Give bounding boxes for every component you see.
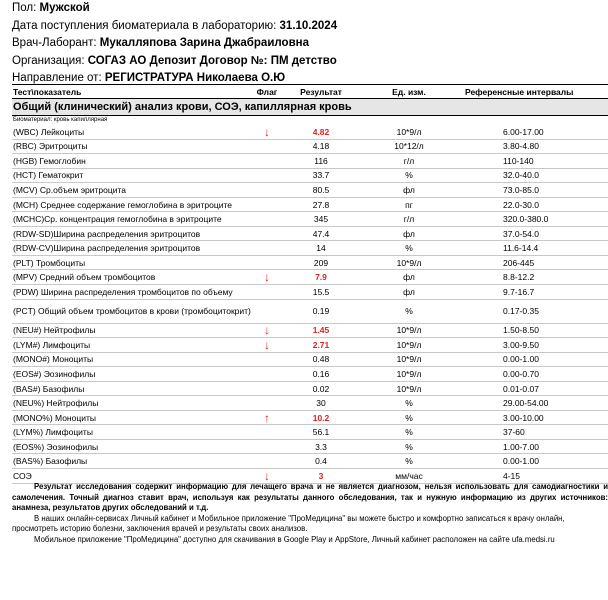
unit-value: 10*12/л bbox=[394, 141, 424, 152]
test-name: (EOS#) Эозинофилы bbox=[13, 368, 96, 379]
result-value: 4.18 bbox=[312, 141, 330, 152]
column-header-unit: Ед. изм. bbox=[392, 86, 426, 97]
table-row bbox=[12, 183, 608, 198]
result-value: 345 bbox=[313, 214, 329, 225]
test-name: (RDW-CV)Ширина распределения эритроцитов bbox=[13, 243, 201, 254]
column-header-flag: Флаг bbox=[256, 86, 278, 97]
doctor-line bbox=[12, 35, 337, 53]
sex-line bbox=[12, 0, 337, 18]
test-name: (MCV) Ср.объем эритроцита bbox=[13, 184, 126, 195]
table-header bbox=[12, 84, 608, 99]
test-name: (MCHC)Ср. концентрация гемоглобина в эритроците bbox=[13, 214, 222, 225]
table-row bbox=[12, 324, 608, 339]
unit-value: фл bbox=[403, 272, 415, 283]
table-row bbox=[12, 241, 608, 256]
table-row bbox=[12, 140, 608, 155]
table-row bbox=[12, 454, 608, 469]
reference-range: 37.0-54.0 bbox=[503, 228, 539, 239]
unit-value: 10*9/л bbox=[396, 126, 422, 137]
test-name: СОЭ bbox=[13, 470, 32, 481]
reference-range: 1.00-7.00 bbox=[503, 441, 539, 452]
result-value: 0.48 bbox=[312, 354, 330, 365]
unit-value: г/л bbox=[403, 155, 415, 166]
table-row bbox=[12, 285, 608, 300]
mobile-app-text: Мобильное приложение "ПроМедицина" доступно для скачивания в Google Play и AppStore, Личный кабинет расположен на сайте ufa.medsi.ru bbox=[34, 534, 555, 544]
test-name: (LYM%) Лимфоциты bbox=[13, 427, 93, 438]
unit-value: 10*9/л bbox=[396, 383, 422, 394]
reference-range: 37-60 bbox=[503, 427, 525, 438]
reference-range: 32.0-40.0 bbox=[503, 170, 539, 181]
reference-range: 110-140 bbox=[503, 155, 534, 166]
column-header-result: Результат bbox=[300, 86, 342, 97]
result-value: 30 bbox=[316, 398, 326, 409]
result-value: 56.1 bbox=[312, 427, 330, 438]
result-value: 7.9 bbox=[315, 272, 327, 283]
reference-range: 9.7-16.7 bbox=[503, 286, 535, 297]
unit-value: % bbox=[405, 456, 413, 467]
result-value: 33.7 bbox=[312, 170, 330, 181]
date-label: Дата поступления биоматериала в лабораторию: bbox=[12, 19, 277, 32]
reference-range: 0.00-1.00 bbox=[503, 456, 539, 467]
arrow-down-icon: ↓ bbox=[264, 337, 270, 352]
arrow-down-icon: ↓ bbox=[264, 270, 270, 285]
reference-range: 206-445 bbox=[503, 257, 535, 268]
unit-value: 10*9/л bbox=[396, 354, 422, 365]
test-name: (BAS#) Базофилы bbox=[13, 383, 85, 394]
unit-value: % bbox=[405, 306, 413, 317]
unit-value: 10*9/л bbox=[396, 339, 422, 350]
reference-range: 320.0-380.0 bbox=[503, 214, 549, 225]
test-name: (RDW-SD)Ширина распределения эритроцитов bbox=[13, 228, 201, 239]
result-value: 0.19 bbox=[312, 306, 330, 317]
table-row bbox=[12, 382, 608, 397]
organization-value: СОГАЗ АО Депозит Договор №: ПМ детство bbox=[87, 54, 337, 67]
result-value: 14 bbox=[316, 243, 326, 254]
result-value: 3 bbox=[318, 470, 324, 481]
report-footer bbox=[12, 482, 608, 546]
reference-range: 11.6-14.4 bbox=[503, 243, 539, 254]
results-table bbox=[12, 84, 608, 484]
reference-range: 1.50-8.50 bbox=[503, 325, 539, 336]
referral-label: Направление от: bbox=[12, 72, 102, 85]
reference-range: 0.17-0.35 bbox=[503, 306, 539, 317]
unit-value: % bbox=[405, 441, 413, 452]
unit-value: фл bbox=[403, 286, 415, 297]
reference-range: 73.0-85.0 bbox=[503, 184, 539, 195]
reference-range: 8.8-12.2 bbox=[503, 272, 535, 283]
table-row bbox=[12, 125, 608, 140]
table-row bbox=[12, 198, 608, 213]
column-header-reference: Референсные интервалы bbox=[465, 86, 574, 97]
doctor-value: Мукалляпова Зарина Джабраиловна bbox=[99, 37, 309, 50]
test-name: (MONO%) Моноциты bbox=[13, 412, 96, 423]
test-name: (HGB) Гемоглобин bbox=[13, 155, 86, 166]
result-value: 2.71 bbox=[312, 339, 330, 350]
unit-value: 10*9/л bbox=[396, 368, 422, 379]
result-value: 15.5 bbox=[312, 286, 330, 297]
test-name: (RBC) Эритроциты bbox=[13, 141, 88, 152]
table-row bbox=[12, 154, 608, 169]
unit-value: % bbox=[405, 427, 413, 438]
arrow-down-icon: ↓ bbox=[264, 124, 270, 139]
result-value: 4.82 bbox=[312, 126, 330, 137]
table-row bbox=[12, 425, 608, 440]
reference-range: 3.00-9.50 bbox=[503, 339, 539, 350]
biomaterial-note: Биоматериал: кровь капиллярная bbox=[13, 117, 108, 123]
result-value: 0.16 bbox=[312, 368, 330, 379]
test-name: (NEU#) Нейтрофилы bbox=[13, 325, 96, 336]
unit-value: 10*9/л bbox=[396, 257, 422, 268]
table-row bbox=[12, 300, 608, 324]
table-row bbox=[12, 212, 608, 227]
organization-line bbox=[12, 53, 337, 71]
unit-value: % bbox=[405, 170, 413, 181]
unit-value: 10*9/л bbox=[396, 325, 422, 336]
test-name: (NEU%) Нейтрофилы bbox=[13, 398, 99, 409]
sex-value: Мужской bbox=[39, 2, 90, 14]
column-header-test: Тест\показатель bbox=[13, 86, 82, 97]
date-line bbox=[12, 18, 337, 36]
table-row bbox=[12, 411, 608, 426]
reference-range: 29.00-54.00 bbox=[503, 398, 549, 409]
table-row bbox=[12, 256, 608, 271]
reference-range: 4-15 bbox=[503, 470, 521, 481]
result-value: 3.3 bbox=[315, 441, 327, 452]
table-body bbox=[12, 125, 608, 484]
unit-value: мм/час bbox=[395, 470, 423, 481]
table-row bbox=[12, 440, 608, 455]
test-name: (WBC) Лейкоциты bbox=[13, 126, 85, 137]
referral-value: РЕГИСТРАТУРА Николаева О.Ю bbox=[104, 72, 286, 85]
reference-range: 22.0-30.0 bbox=[503, 199, 539, 210]
result-value: 27.8 bbox=[312, 199, 330, 210]
reference-range: 0.00-1.00 bbox=[503, 354, 539, 365]
online-services-text: В наших онлайн-сервисах Личный кабинет и Мобильное приложение "ПроМедицина" вы можете быстро и комфортно записаться к врачу онлайн, просмотреть историю болезни, заключения врачей и результаты своих анализов. bbox=[12, 513, 565, 534]
test-name: (PCT) Общий объем тромбоцитов в крови (тромбоцитокрит) bbox=[13, 306, 251, 317]
reference-range: 3.00-10.00 bbox=[503, 412, 544, 423]
result-value: 10.2 bbox=[312, 412, 330, 423]
arrow-up-icon: ↑ bbox=[264, 410, 270, 425]
section-title: Общий (клинический) анализ крови, СОЭ, капиллярная кровь bbox=[12, 99, 608, 116]
reference-range: 6.00-17.00 bbox=[503, 126, 544, 137]
sex-label: Пол: bbox=[12, 2, 37, 14]
unit-value: пг bbox=[405, 199, 413, 210]
organization-label: Организация: bbox=[12, 54, 85, 67]
test-name: (PDW) Ширина распределения тромбоцитов по объему bbox=[13, 286, 233, 297]
date-value: 31.10.2024 bbox=[279, 19, 338, 32]
test-name: (MPV) Средний объем тромбоцитов bbox=[13, 272, 156, 283]
patient-header bbox=[12, 0, 337, 88]
disclaimer-text: Результат исследования содержит информацию для лечащего врача и не является диагнозом, нельзя использовать для самодиагностики и самолечения. Точный диагноз ставит врач, используя как результаты данного обследования, так и нужную информацию из других источников: анамнеза, результатов других обследований и т.д. bbox=[12, 482, 608, 513]
result-value: 80.5 bbox=[312, 184, 330, 195]
test-name: (MCH) Среднее содержание гемоглобина в эритроците bbox=[13, 199, 232, 210]
unit-value: фл bbox=[403, 184, 415, 195]
result-value: 0.4 bbox=[315, 456, 327, 467]
table-row bbox=[12, 227, 608, 242]
table-row bbox=[12, 353, 608, 368]
table-row bbox=[12, 396, 608, 411]
doctor-label: Врач-Лаборант: bbox=[12, 37, 97, 50]
unit-value: г/л bbox=[403, 214, 415, 225]
result-value: 1.45 bbox=[312, 325, 330, 336]
result-value: 0.02 bbox=[312, 383, 330, 394]
unit-value: % bbox=[405, 412, 413, 423]
table-row bbox=[12, 169, 608, 184]
unit-value: % bbox=[405, 398, 413, 409]
test-name: (BAS%) Базофилы bbox=[13, 456, 88, 467]
reference-range: 0.01-0.07 bbox=[503, 383, 539, 394]
result-value: 116 bbox=[314, 155, 328, 166]
table-row bbox=[12, 270, 608, 285]
arrow-down-icon: ↓ bbox=[264, 323, 270, 338]
test-name: (LYM#) Лимфоциты bbox=[13, 339, 91, 350]
table-row bbox=[12, 367, 608, 382]
unit-value: фл bbox=[403, 228, 415, 239]
test-name: (PLT) Тромбоциты bbox=[13, 257, 86, 268]
unit-value: % bbox=[405, 243, 413, 254]
test-name: (MONO#) Моноциты bbox=[13, 354, 94, 365]
arrow-down-icon: ↓ bbox=[264, 468, 270, 483]
test-name: (HCT) Гематокрит bbox=[13, 170, 84, 181]
reference-range: 3.80-4.80 bbox=[503, 141, 539, 152]
result-value: 47.4 bbox=[312, 228, 330, 239]
test-name: (EOS%) Эозинофилы bbox=[13, 441, 99, 452]
reference-range: 0.00-0.70 bbox=[503, 368, 539, 379]
result-value: 209 bbox=[313, 257, 329, 268]
table-row bbox=[12, 338, 608, 353]
